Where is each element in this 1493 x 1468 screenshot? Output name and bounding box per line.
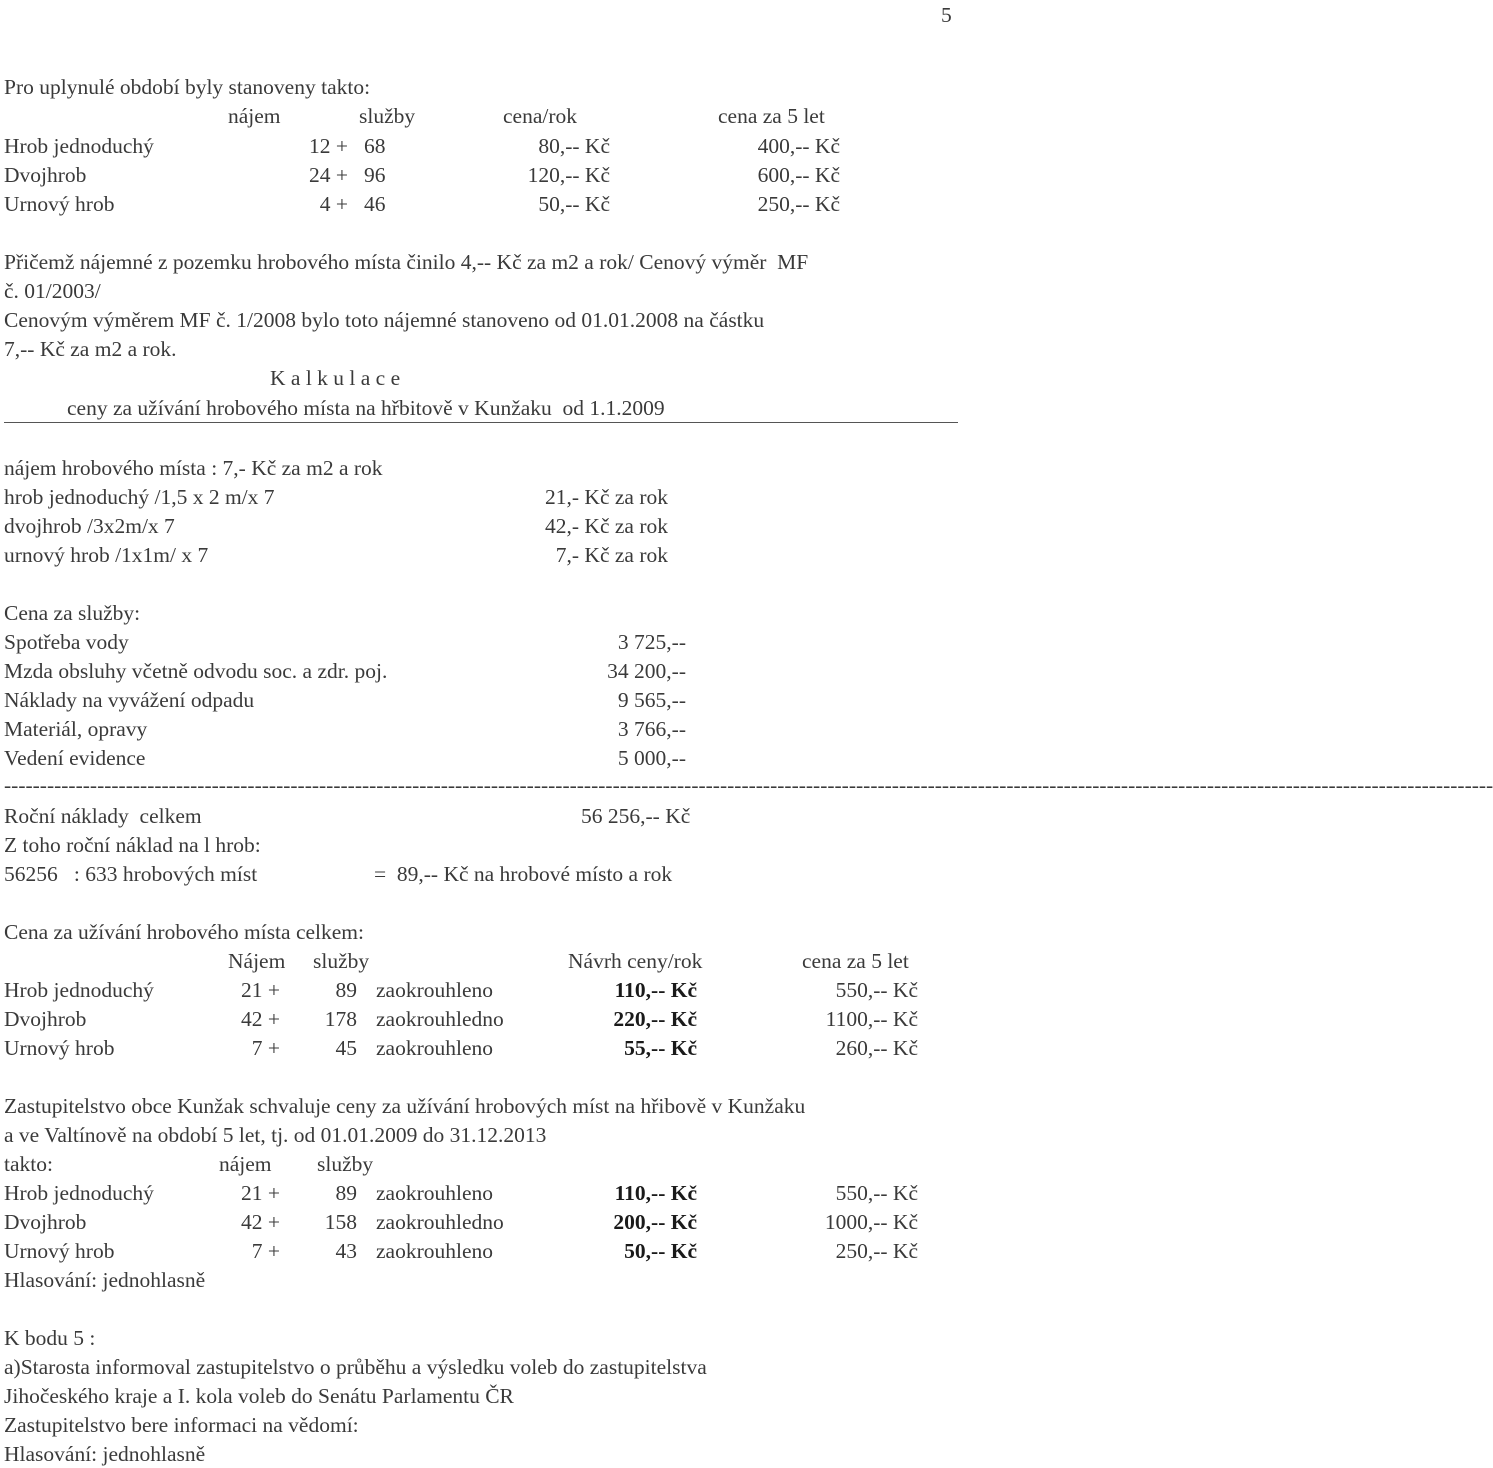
row-rent: 24 + (308, 163, 348, 187)
col-price-year-header: cena/rok (503, 104, 578, 128)
col-services-header: služby (313, 949, 370, 973)
row-services: 45 (335, 1036, 357, 1060)
row-services: 178 (324, 1007, 357, 1031)
dashed-separator: ---------------------------------------------------------------------------------------------------------------------------------------------------------------------------------------------------------------- (4, 773, 1493, 797)
row-services: 68 (364, 134, 386, 158)
row-services: 46 (364, 192, 386, 216)
row-rent: 42 + (240, 1210, 280, 1234)
row-label: Urnový hrob (4, 192, 115, 216)
row-rent: 12 + (308, 134, 348, 158)
col-price-5y-header: cena za 5 let (802, 949, 909, 973)
row-proposed-price: 220,-- Kč (613, 1007, 697, 1031)
row-price-5y: 400,-- Kč (757, 134, 840, 158)
row-proposed-price: 110,-- Kč (614, 978, 697, 1002)
row-price-year: 120,-- Kč (527, 163, 610, 187)
col-proposed-price-header: Návrh ceny/rok (568, 949, 703, 973)
item-5-line: a)Starosta informoval zastupitelstvo o průběhu a výsledku voleb do zastupitelstva (4, 1355, 707, 1379)
rent-row-label: hrob jednoduchý /1,5 x 2 m/x 7 (4, 485, 275, 509)
row-label: Urnový hrob (4, 1239, 115, 1263)
calculation-title: K a l k u l a c e (270, 366, 401, 390)
service-label: Mzda obsluhy včetně odvodu soc. a zdr. poj. (4, 659, 388, 683)
row-label: Urnový hrob (4, 1036, 115, 1060)
row-rent: 42 + (240, 1007, 280, 1031)
row-note: zaokrouhledno (376, 1007, 504, 1031)
per-grave-calculation: 56256 : 633 hrobových míst (4, 862, 258, 886)
service-value: 3 766,-- (617, 717, 686, 741)
row-services: 89 (335, 1181, 357, 1205)
row-rent: 7 + (251, 1239, 280, 1263)
row-note: zaokrouhleno (376, 1036, 494, 1060)
services-heading: Cena za služby: (4, 601, 141, 625)
title-underline (4, 422, 958, 423)
row-approved-price: 110,-- Kč (614, 1181, 697, 1205)
approval-line: Zastupitelstvo obce Kunžak schvaluje ceny za užívání hrobových míst na hřibově v Kunžaku (4, 1094, 806, 1118)
rent-row-value: 21,- Kč za rok (545, 485, 668, 509)
row-services: 158 (324, 1210, 357, 1234)
row-note: zaokrouhleno (376, 1181, 494, 1205)
row-rent: 21 + (240, 1181, 280, 1205)
paragraph-line: Cenovým výměrem MF č. 1/2008 bylo toto nájemné stanoveno od 01.01.2008 na částku (4, 308, 765, 332)
col-price-5y-header: cena za 5 let (718, 104, 825, 128)
item-5-line: Zastupitelstvo bere informaci na vědomí: (4, 1413, 359, 1437)
row-proposed-price: 55,-- Kč (624, 1036, 697, 1060)
item-5-vote: Hlasování: jednohlasně (4, 1442, 206, 1466)
row-label: Hrob jednoduchý (4, 978, 154, 1002)
row-price-5y: 550,-- Kč (835, 978, 918, 1002)
row-services: 96 (364, 163, 386, 187)
row-price-5y: 1000,-- Kč (824, 1210, 918, 1234)
row-price-5y: 250,-- Kč (835, 1239, 918, 1263)
col-rent-header: Nájem (228, 949, 286, 973)
row-approved-price: 200,-- Kč (613, 1210, 697, 1234)
previous-period-heading: Pro uplynulé období byly stanoveny takto: (4, 75, 371, 99)
row-note: zaokrouhledno (376, 1210, 504, 1234)
row-price-5y: 600,-- Kč (757, 163, 840, 187)
total-cost-value: 56 256,-- Kč (581, 804, 691, 828)
total-price-heading: Cena za užívání hrobového místa celkem: (4, 920, 364, 944)
rent-heading: nájem hrobového místa : 7,- Kč za m2 a rok (4, 456, 383, 480)
calculation-subtitle: ceny za užívání hrobového místa na hřbitově v Kunžaku od 1.1.2009 (67, 396, 665, 420)
paragraph-line: č. 01/2003/ (4, 279, 101, 303)
service-value: 9 565,-- (617, 688, 686, 712)
total-cost-label: Roční náklady celkem (4, 804, 202, 828)
row-rent: 21 + (240, 978, 280, 1002)
row-price-5y: 1100,-- Kč (825, 1007, 918, 1031)
row-label: Dvojhrob (4, 1210, 87, 1234)
service-value: 34 200,-- (607, 659, 686, 683)
row-label: Dvojhrob (4, 163, 87, 187)
row-note: zaokrouhleno (376, 1239, 494, 1263)
service-label: Vedení evidence (4, 746, 146, 770)
service-label: Náklady na vyvážení odpadu (4, 688, 255, 712)
row-label: Dvojhrob (4, 1007, 87, 1031)
rent-row-value: 42,- Kč za rok (545, 514, 668, 538)
per-grave-result: = 89,-- Kč na hrobové místo a rok (374, 862, 673, 886)
row-label: Hrob jednoduchý (4, 134, 154, 158)
col-services-header: služby (317, 1152, 374, 1176)
col-services-header: služby (359, 104, 416, 128)
page-number: 5 (941, 3, 952, 27)
row-price-year: 80,-- Kč (538, 134, 610, 158)
row-rent: 7 + (251, 1036, 280, 1060)
col-rent-header: nájem (228, 104, 281, 128)
paragraph-line: Přičemž nájemné z pozemku hrobového místa činilo 4,-- Kč za m2 a rok/ Cenový výměr MF (4, 250, 809, 274)
row-rent: 4 + (319, 192, 348, 216)
row-price-5y: 550,-- Kč (835, 1181, 918, 1205)
row-services: 43 (335, 1239, 357, 1263)
approval-vote: Hlasování: jednohlasně (4, 1268, 206, 1292)
service-label: Spotřeba vody (4, 630, 129, 654)
rent-row-label: urnový hrob /1x1m/ x 7 (4, 543, 209, 567)
paragraph-line: 7,-- Kč za m2 a rok. (4, 337, 177, 361)
row-approved-price: 50,-- Kč (624, 1239, 697, 1263)
service-label: Materiál, opravy (4, 717, 148, 741)
item-5-line: Jihočeského kraje a I. kola voleb do Senátu Parlamentu ČR (4, 1384, 514, 1408)
service-value: 5 000,-- (617, 746, 686, 770)
row-price-year: 50,-- Kč (538, 192, 610, 216)
col-rent-header: nájem (219, 1152, 272, 1176)
item-5-heading: K bodu 5 : (4, 1326, 96, 1350)
row-price-5y: 260,-- Kč (835, 1036, 918, 1060)
row-price-5y: 250,-- Kč (757, 192, 840, 216)
row-services: 89 (335, 978, 357, 1002)
per-grave-heading: Z toho roční náklad na l hrob: (4, 833, 261, 857)
row-note: zaokrouhleno (376, 978, 494, 1002)
rent-row-label: dvojhrob /3x2m/x 7 (4, 514, 175, 538)
rent-row-value: 7,- Kč za rok (555, 543, 668, 567)
service-value: 3 725,-- (617, 630, 686, 654)
approval-takto: takto: (4, 1152, 53, 1176)
approval-line: a ve Valtínově na období 5 let, tj. od 01.01.2009 do 31.12.2013 (4, 1123, 547, 1147)
row-label: Hrob jednoduchý (4, 1181, 154, 1205)
